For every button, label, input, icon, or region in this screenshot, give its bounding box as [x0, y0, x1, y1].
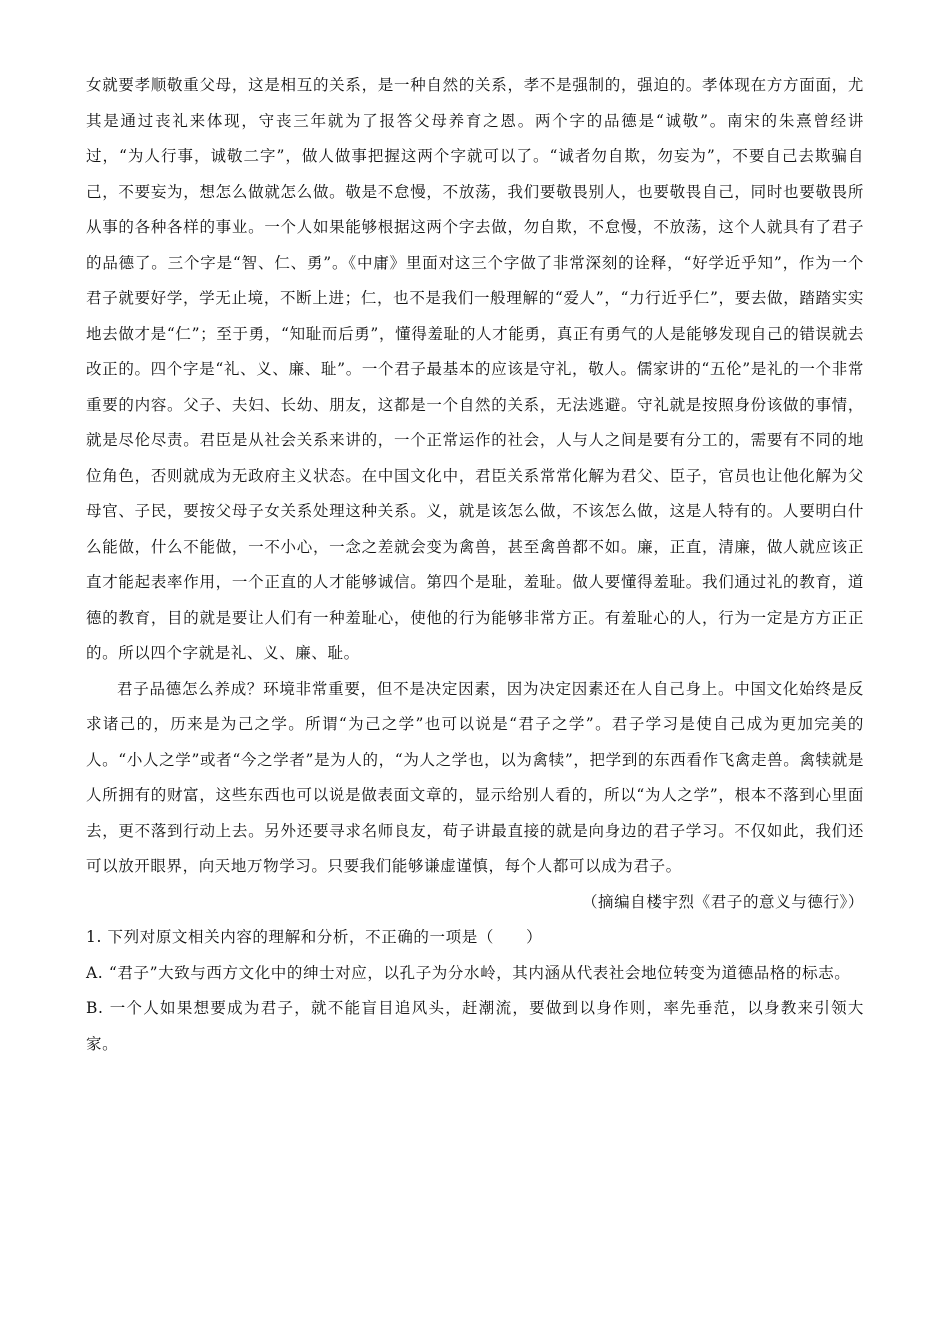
option-b: B. 一个人如果想要成为君子，就不能盲目追风头，赶潮流，要做到以身作则，率先垂范，以身教来引领大家。 [86, 999, 864, 1053]
article-source: （摘编自楼宇烈《君子的意义与德行》） [581, 892, 864, 911]
article-paragraph-1: 女就要孝顺敬重父母，这是相互的关系，是一种自然的关系，孝不是强制的，强迫的。孝体现在方方面面，尤其是通过丧礼来体现，守丧三年就为了报答父母养育之恩。两个字的品德是“诚敬”。南宋的朱熹曾经讲过，“为人行事，诚敬二字”，做人做事把握这两个字就可以了。“诚者勿自欺，勿妄为”，不要自己去欺骗自己，不要妄为，想怎么做就怎么做。敬是不怠慢，不放荡，我们要敬畏别人，也要敬畏自己，同时也要敬畏所从事的各种各样的事业。一个人如果能够根据这两个字去做，勿自欺，不怠慢，不放荡，这个人就具有了君子的品德了。三个字是“智、仁、勇”。《中庸》里面对这三个字做了非常深刻的诠释，“好学近乎知”，作为一个君子就要好学，学无止境，不断上进；仁，也不是我们一般理解的“爱人”，“力行近乎仁”，要去做，踏踏实实地去做才是“仁”；至于勇，“知耻而后勇”，懂得羞耻的人才能勇，真正有勇气的人是能够发现自己的错误就去改正的。四个字是“礼、义、廉、耻”。一个君子最基本的应该是守礼，敬人。儒家讲的“五伦”是礼的一个非常重要的内容。父子、夫妇、长幼、朋友，这都是一个自然的关系，无法逃避。守礼就是按照身份该做的事情，就是尽伦尽责。君臣是从社会关系来讲的，一个正常运作的社会，人与人之间是要有分工的，需要有不同的地位角色，否则就成为无政府主义状态。在中国文化中，君臣关系常常化解为君父、臣子，官员也让他化解为父母官、子民，要按父母子女关系处理这种关系。义，就是该怎么做，不该怎么做，这是人特有的。人要明白什么能做，什么不能做，一不小心，一念之差就会变为禽兽，甚至禽兽都不如。廉，正直，清廉，做人就应该正直才能起表率作用，一个正直的人才能够诚信。第四个是耻，羞耻。做人要懂得羞耻。我们通过礼的教育，道德的教育，目的就是要让人们有一种羞耻心，使他的行为能够非常方正。有羞耻心的人，行为一定是方方正正的。所以四个字就是礼、义、廉、耻。 [86, 76, 864, 662]
article-paragraph-2: 君子品德怎么养成？环境非常重要，但不是决定因素，因为决定因素还在人自己身上。中国文化始终是反求诸己的，历来是为己之学。所谓“为己之学”也可以说是“君子之学”。君子学习是使自己成为更加完美的人。“小人之学”或者“今之学者”是为人的，“为人之学也，以为禽犊”，把学到的东西看作飞禽走兽。禽犊就是人所拥有的财富，这些东西也可以说是做表面文章的，显示给别人看的，所以“为人之学”，根本不落到心里面去，更不落到行动上去。另外还要寻求名师良友，荀子讲最直接的就是向身边的君子学习。不仅如此，我们还可以放开眼界，向天地万物学习。只要我们能够谦虚谨慎，每个人都可以成为君子。 [86, 679, 864, 875]
question-stem: 1. 下列对原文相关内容的理解和分析，不正确的一项是（ ） [86, 928, 543, 946]
document-page [86, 68, 864, 1062]
option-a: A. “君子”大致与西方文化中的绅士对应，以孔子为分水岭，其内涵从代表社会地位转变为道德品格的标志。 [86, 963, 851, 982]
